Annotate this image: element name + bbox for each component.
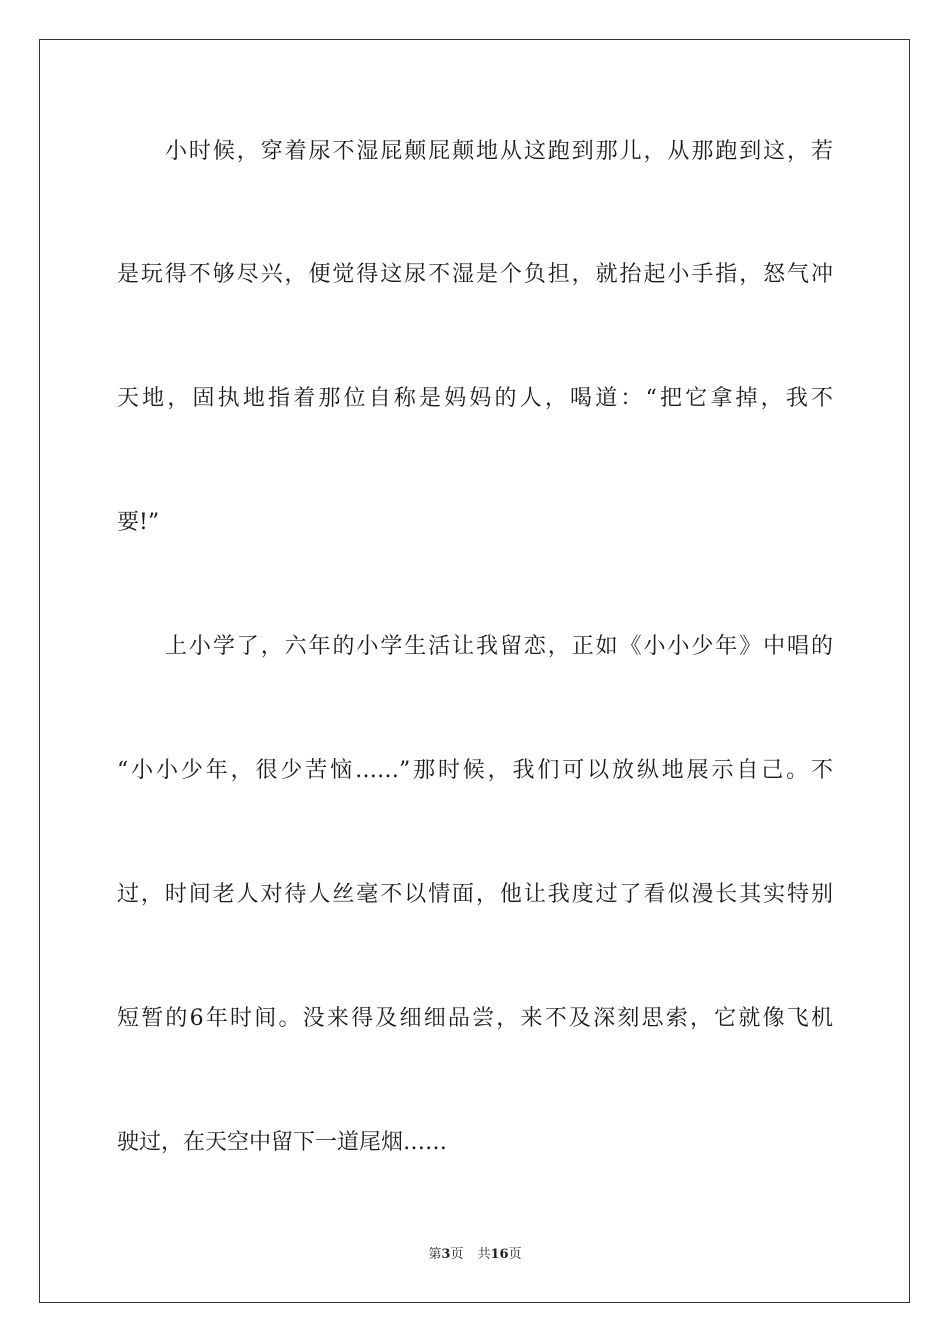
paragraph-1-line-1: 小时候，穿着尿不湿屁颠屁颠地从这跑到那儿，从那跑到这，若 [165,139,833,164]
paragraph-2-line-5: 驶过，在天空中留下一道尾烟…… [117,1130,448,1155]
paragraph-2-line-4: 短暂的6年时间。没来得及细细品尝，来不及深刻思索，它就像飞机 [117,1006,833,1031]
total-pages: 16 [490,1247,509,1262]
page-footer [0,1246,950,1264]
total-prefix: 共 [477,1247,491,1262]
paragraph-1-line-2: 是玩得不够尽兴，便觉得这尿不湿是个负担，就抬起小手指，怒气冲 [117,262,833,287]
paragraph-2-line-1: 上小学了，六年的小学生活让我留恋，正如《小小少年》中唱的 [165,634,833,659]
page-border [39,39,910,1303]
paragraph-1-line-3: 天地，固执地指着那位自称是妈妈的人，喝道：“把它拿掉，我不 [117,386,833,411]
page-number: 3 [441,1247,451,1262]
paragraph-2-line-2: “小小少年，很少苦恼……”那时候，我们可以放纵地展示自己。不 [117,758,833,783]
page-suffix: 页 [450,1247,464,1262]
paragraph-2-line-3: 过，时间老人对待人丝毫不以情面，他让我度过了看似漫长其实特别 [117,882,833,907]
page-prefix: 第 [428,1247,442,1262]
total-suffix: 页 [508,1247,522,1262]
paragraph-1-line-4: 要!” [117,510,160,535]
